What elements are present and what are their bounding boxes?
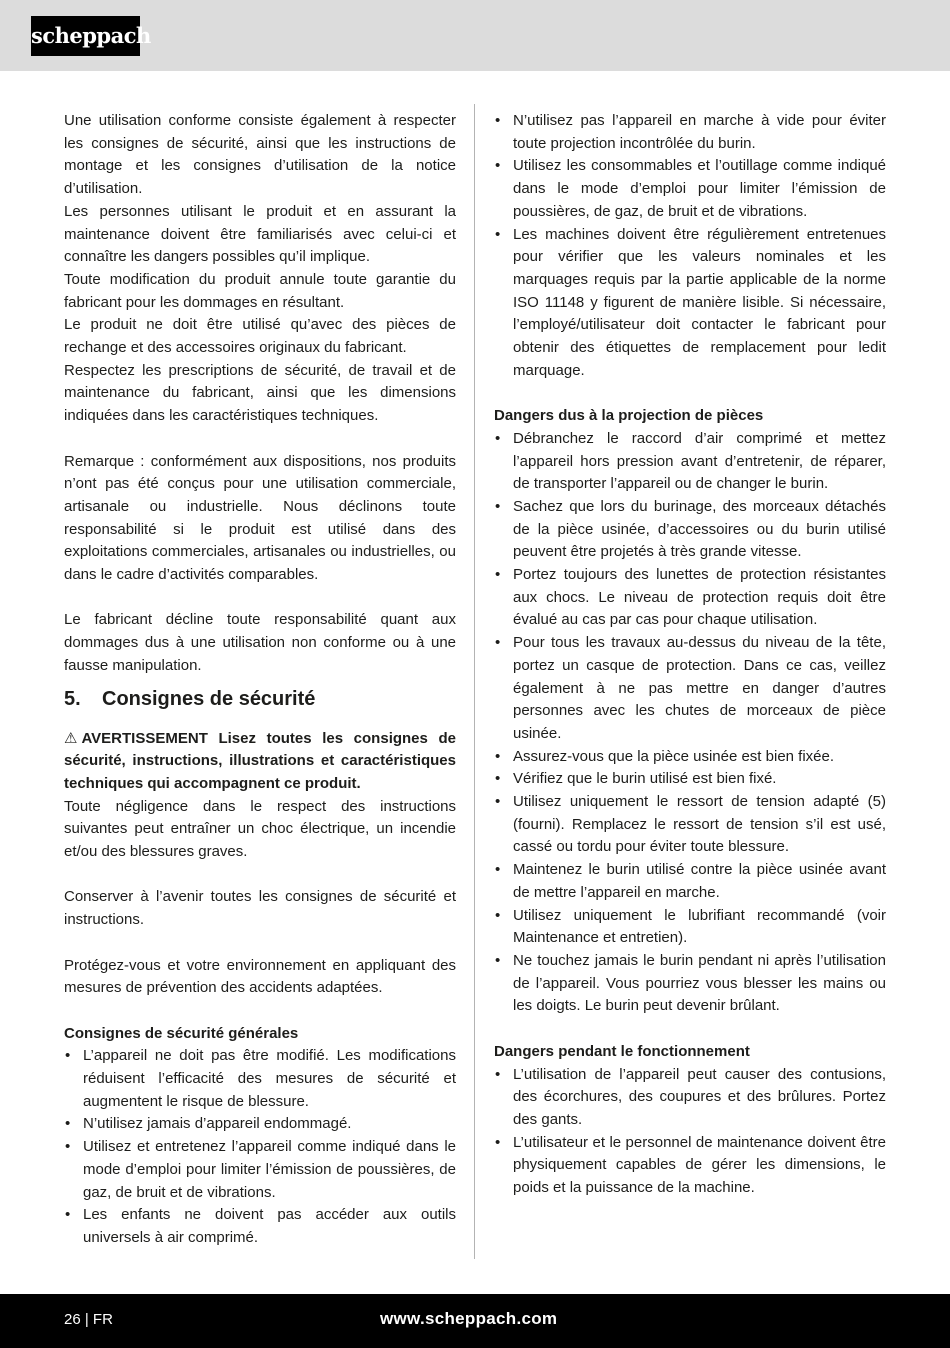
page-header (0, 0, 950, 71)
list-item: • L’utilisation de l’appareil peut causer des contusions, des écorchures, des coupures et des brûlures. Portez des gants. (494, 1064, 886, 1132)
list-item: • Sachez que lors du burinage, des morceaux détachés de la pièce usinée, d’accessoires ou du burin utilisé peuvent être projetés à très grande vitesse. (494, 496, 886, 564)
list-item: • Les machines doivent être régulièrement entretenues pour vérifier que les valeurs nominales et les marquages requis par la partie applicable de la norme ISO 11148 y figurent de manière lisible. Si nécessaire, l’employé/utilisateur doit contacter le fabricant pour obtenir des étiquettes de remplacement pour ledit marquage. (494, 224, 886, 383)
list-item: • Utilisez les consommables et l’outillage comme indiqué dans le mode d’emploi pour limiter l’émission de poussières, de gaz, de bruit et de vibrations. (494, 155, 886, 223)
list-item: • L’utilisateur et le personnel de maintenance doivent être physiquement capables de gérer les dimensions, le poids et la puissance de la machine. (494, 1132, 886, 1200)
left-column (64, 110, 456, 1250)
paragraph-keep-instructions: Conserver à l’avenir toutes les consignes de sécurité et instructions. (64, 888, 456, 929)
list-item: • Vérifiez que le burin utilisé est bien fixé. (494, 768, 886, 791)
operation-heading: Dangers pendant le fonctionnement (494, 1042, 750, 1060)
general-safety-list-continued (494, 110, 886, 382)
projection-heading: Dangers dus à la projection de pièces (494, 407, 764, 425)
paragraph-liability: Le fabricant décline toute responsabilité quant aux dommages dus à une utilisation non conforme ou à une fausse manipulation. (64, 611, 456, 674)
paragraph-prescriptions: Respectez les prescriptions de sécurité, de travail et de maintenance du fabricant, ainsi que les dimensions indiquées dans les caractéristiques techniques. (64, 361, 456, 425)
list-item: • Utilisez uniquement le lubrifiant recommandé (voir Maintenance et entretien). (494, 905, 886, 950)
paragraph-users: Les personnes utilisant le produit et en assurant la maintenance doivent être familiarisés avec celui-ci et connaître les dangers possibles qu’il implique. (64, 202, 456, 266)
column-divider (474, 104, 475, 1259)
paragraph-remark: Remarque : conformément aux dispositions, nos produits n’ont pas été conçus pour une utilisation commerciale, artisanale ou industrielle. Nous déclinons toute responsabilité si le produit est utilisé dans des exploitations commerciales, artisanales ou industrielles, ou dans le cadre d’activités comparables. (64, 452, 456, 584)
warning-statement (64, 728, 456, 796)
general-safety-heading: Consignes de sécurité générales (64, 1024, 299, 1042)
list-item: • Portez toujours des lunettes de protection résistantes aux chocs. Le niveau de protection requis doit être évalué au cas par cas pour chaque utilisation. (494, 564, 886, 632)
list-item: • Pour tous les travaux au-dessus du niveau de la tête, portez un casque de protection. Dans ce cas, veillez également à ne pas mettre en danger d’autres personnes avec les chutes de morceaux de pièce usinée. (494, 632, 886, 746)
paragraph-protect: Protégez-vous et votre environnement en appliquant des mesures de prévention des accidents adaptées. (64, 956, 456, 997)
projection-list (494, 428, 886, 1018)
right-column (494, 110, 886, 1200)
list-item: • Débranchez le raccord d’air comprimé et mettez l’appareil hors pression avant d’entretenir, de réparer, de transporter l’appareil ou de changer le burin. (494, 428, 886, 496)
list-item: • N’utilisez pas l’appareil en marche à vide pour éviter toute projection incontrôlée du burin. (494, 110, 886, 155)
warning-bold-text: AVERTISSEMENT Lisez toutes les consignes de sécurité, instructions, illustrations et caractéristiques techniques qui accompagnent ce produit. (64, 729, 456, 792)
list-item: • Utilisez uniquement le ressort de tension adapté (5) (fourni). Remplacez le ressort de tension s’il est usé, cassé ou tordu pour éviter toute blessure. (494, 791, 886, 859)
list-item: • Assurez-vous que la pièce usinée est bien fixée. (494, 746, 886, 769)
website-link[interactable]: www.scheppach.com (380, 1309, 558, 1328)
scheppach-logo: scheppach (31, 16, 140, 56)
section-heading (64, 687, 456, 711)
list-item: • L’appareil ne doit pas être modifié. Les modifications réduisent l’efficacité des mesures de sécurité et augmentent le risque de blessure. (64, 1045, 456, 1113)
list-item: • Maintenez le burin utilisé contre la pièce usinée avant de mettre l’appareil en marche. (494, 859, 886, 904)
paragraph-spare-parts: Le produit ne doit être utilisé qu’avec des pièces de rechange et des accessoires originaux du fabricant. (64, 316, 456, 357)
paragraph-modification: Toute modification du produit annule toute garantie du fabricant pour les dommages en résultant. (64, 270, 456, 311)
general-safety-list (64, 1045, 456, 1249)
list-item: • N’utilisez jamais d’appareil endommagé. (64, 1113, 456, 1136)
operation-list (494, 1064, 886, 1200)
warning-triangle-icon: ⚠ (64, 729, 78, 747)
section-number: 5. (64, 687, 81, 710)
warning-text: Toute négligence dans le respect des instructions suivantes peut entraîner un choc électrique, un incendie et/ou des blessures graves. (64, 797, 456, 861)
list-item: • Les enfants ne doivent pas accéder aux outils universels à air comprimé. (64, 1204, 456, 1249)
page-footer (0, 1294, 950, 1348)
list-item: • Utilisez et entretenez l’appareil comme indiqué dans le mode d’emploi pour limiter l’émission de poussières, de gaz, de bruit et de vibrations. (64, 1136, 456, 1204)
paragraph-intended-use: Une utilisation conforme consiste également à respecter les consignes de sécurité, ainsi que les instructions de montage et les consignes d’utilisation de la notice d’utilisation. (64, 112, 456, 198)
page-number: 26 | FR (64, 1311, 113, 1328)
section-title: Consignes de sécurité (102, 687, 316, 710)
list-item: • Ne touchez jamais le burin pendant ni après l’utilisation de l’appareil. Vous pourriez vous blesser les mains ou les doigts. Le burin peut devenir brûlant. (494, 950, 886, 1018)
